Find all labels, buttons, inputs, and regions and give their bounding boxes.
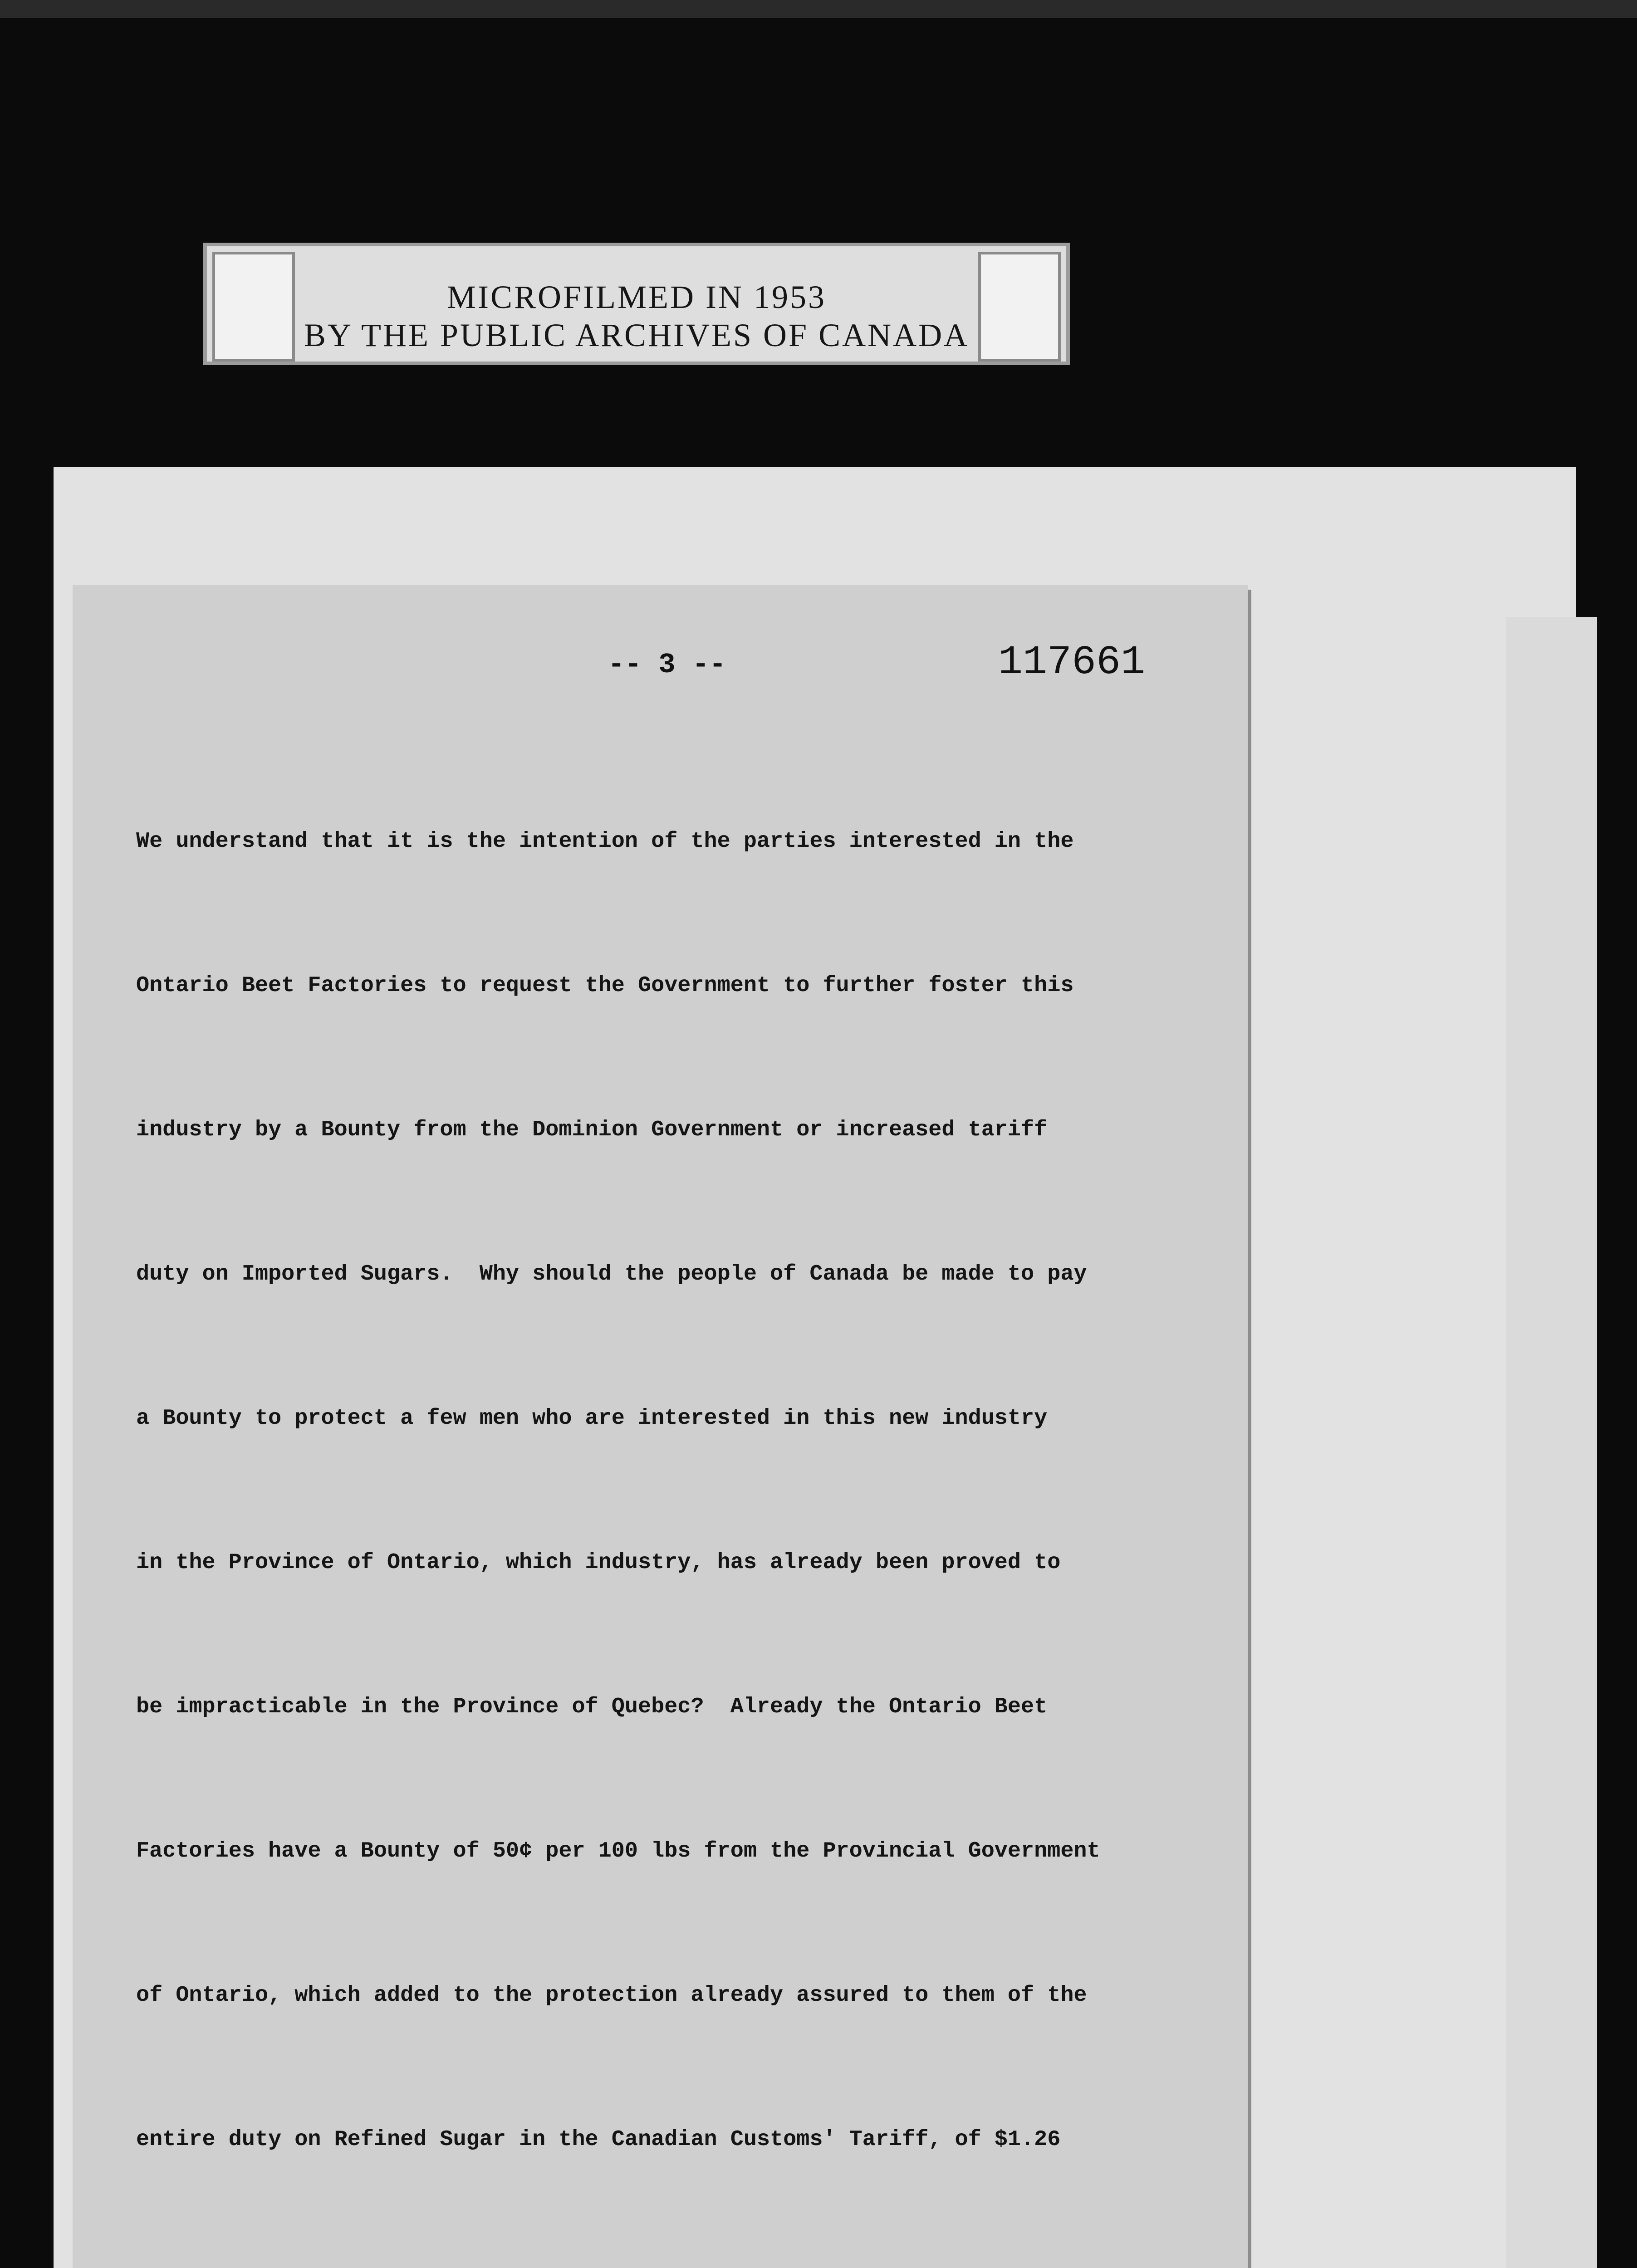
text-line: of Ontario, which added to the protection already assured to them of the — [136, 1983, 1087, 2008]
text-line: a Bounty to protect a few men who are interested in this new industry — [136, 1406, 1048, 1431]
film-edge-top — [0, 0, 1637, 18]
text-line: in the Province of Ontario, which industry, has already been proved to — [136, 1550, 1061, 1575]
text-line: Ontario Beet Factories to request the Government to further foster this — [136, 973, 1074, 998]
archive-label-line-1: MICROFILMED IN 1953 — [446, 279, 826, 315]
archive-label-line-2: BY THE PUBLIC ARCHIVES OF CANADA — [304, 317, 970, 353]
document-header — [73, 640, 1248, 703]
microfilm-archive-label — [203, 243, 1070, 365]
text-line: be impracticable in the Province of Quebec? Already the Ontario Beet — [136, 1694, 1048, 1719]
document-body — [136, 721, 1211, 2268]
archive-label-text — [203, 278, 1070, 354]
text-line — [136, 2260, 1211, 2268]
text-line: We understand that it is the intention of the parties interested in the — [136, 829, 1074, 854]
document-number: 117661 — [998, 640, 1146, 686]
text-line: industry by a Bounty from the Dominion Government or increased tariff — [136, 1117, 1048, 1142]
mount-strip — [1506, 617, 1597, 2268]
text-line: duty on Imported Sugars. Why should the people of Canada be made to pay — [136, 1261, 1087, 1286]
text-line: Factories have a Bounty of 50¢ per 100 lbs from the Provincial Government — [136, 1838, 1100, 1863]
text-line: entire duty on Refined Sugar in the Canadian Customs' Tariff, of $1.26 — [136, 2127, 1061, 2152]
typed-document-sheet — [73, 585, 1248, 2268]
page-number: -- 3 -- — [608, 649, 726, 681]
